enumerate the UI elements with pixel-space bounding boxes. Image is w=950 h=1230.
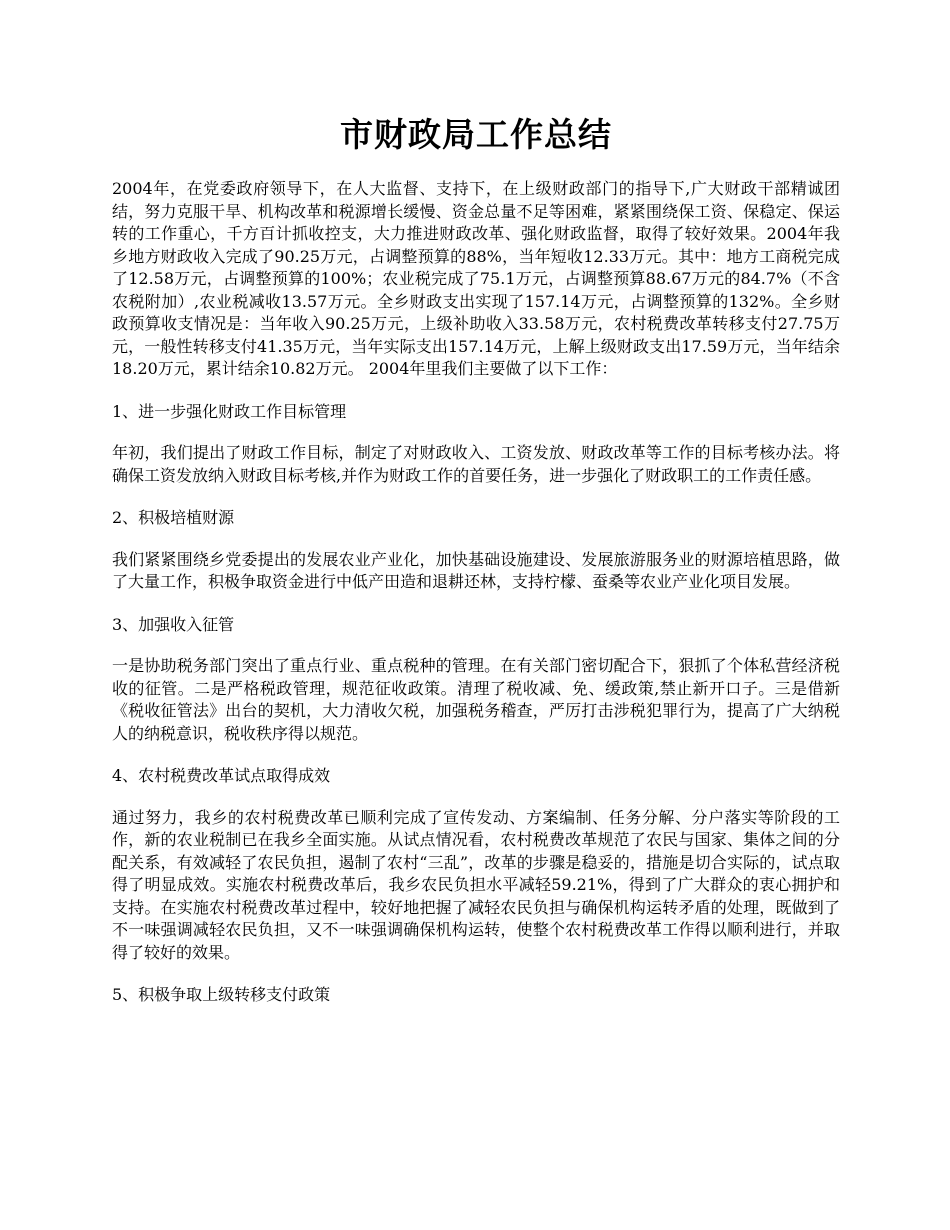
section-4-heading: 4、农村税费改革试点取得成效	[112, 766, 331, 785]
intro-paragraph: 2004年，在党委政府领导下，在人大监督、支持下，在上级财政部门的指导下,广大财政干部精诚团结，努力克服干旱、机构改革和税源增长缓慢、资金总量不足等困难，紧紧围绕保工资、保稳定、保运转的工作重心，千方百计抓收控支，大力推进财政改革、强化财政监督，取得了较好效果。2004年我乡地方财政收入完成了90.25万元，占调整预算的88%，当年短收12.33万元。其中：地方工商税完成了12.58万元，占调整预算的100%；农业税完成了75.1万元，占调整预算88.67万元的84.7%（不含农税附加）,农业税减收13.57万元。全乡财政支出实现了157.14万元，占调整预算的132%。全乡财政预算收支情况是：当年收入90.25万元，上级补助收入33.58万元，农村税费改革转移支付27.75万元，一般性转移支付41.35万元，当年实际支出157.14万元，上解上级财政支出17.59万元，当年结余18.20万元，累计结余10.82万元。 2004年里我们主要做了以下工作：	[112, 179, 840, 378]
section-3-body: 一是协助税务部门突出了重点行业、重点税种的管理。在有关部门密切配合下，狠抓了个体私营经济税收的征管。二是严格税政管理，规范征收政策。清理了税收减、免、缓政策,禁止新开口子。三是借新《税收征管法》出台的契机，大力清收欠税，加强税务稽查，严厉打击涉税犯罪行为，提高了广大纳税人的纳税意识，税收秩序得以规范。	[112, 656, 840, 743]
section-1-heading: 1、进一步强化财政工作目标管理	[112, 401, 347, 421]
section-1-body: 年初，我们提出了财政工作目标，制定了对财政收入、工资发放、财政改革等工作的目标考核办法。将确保工资发放纳入财政目标考核,并作为财政工作的首要任务，进一步强化了财政职工的工作责任感。	[112, 443, 840, 485]
section-5-heading: 5、积极争取上级转移支付政策	[112, 985, 331, 1004]
section-4-body: 通过努力，我乡的农村税费改革已顺利完成了宣传发动、方案编制、任务分解、分户落实等阶段的工作，新的农业税制已在我乡全面实施。从试点情况看，农村税费改革规范了农民与国家、集体之间的分配关系，有效减轻了农民负担，遏制了农村“三乱”，改革的步骤是稳妥的，措施是切合实际的，试点取得了明显成效。实施农村税费改革后，我乡农民负担水平减轻59.21%，得到了广大群众的衷心拥护和支持。在实施农村税费改革过程中，较好地把握了减轻农民负担与确保机构运转矛盾的处理，既做到了不一味强调减轻农民负担，又不一味强调确保机构运转，使整个农村税费改革工作得以顺利进行，并取得了较好的效果。	[112, 807, 840, 962]
document-title: 市财政局工作总结	[340, 115, 612, 154]
section-2-heading: 2、积极培植财源	[112, 508, 235, 527]
section-3-heading: 3、加强收入征管	[112, 614, 235, 634]
document-page	[112, 100, 840, 1007]
section-2-body: 我们紧紧围绕乡党委提出的发展农业产业化，加快基础设施建设、发展旅游服务业的财源培植思路，做了大量工作，积极争取资金进行中低产田造和退耕还林，支持柠檬、蚕桑等农业产业化项目发展。	[112, 549, 840, 591]
